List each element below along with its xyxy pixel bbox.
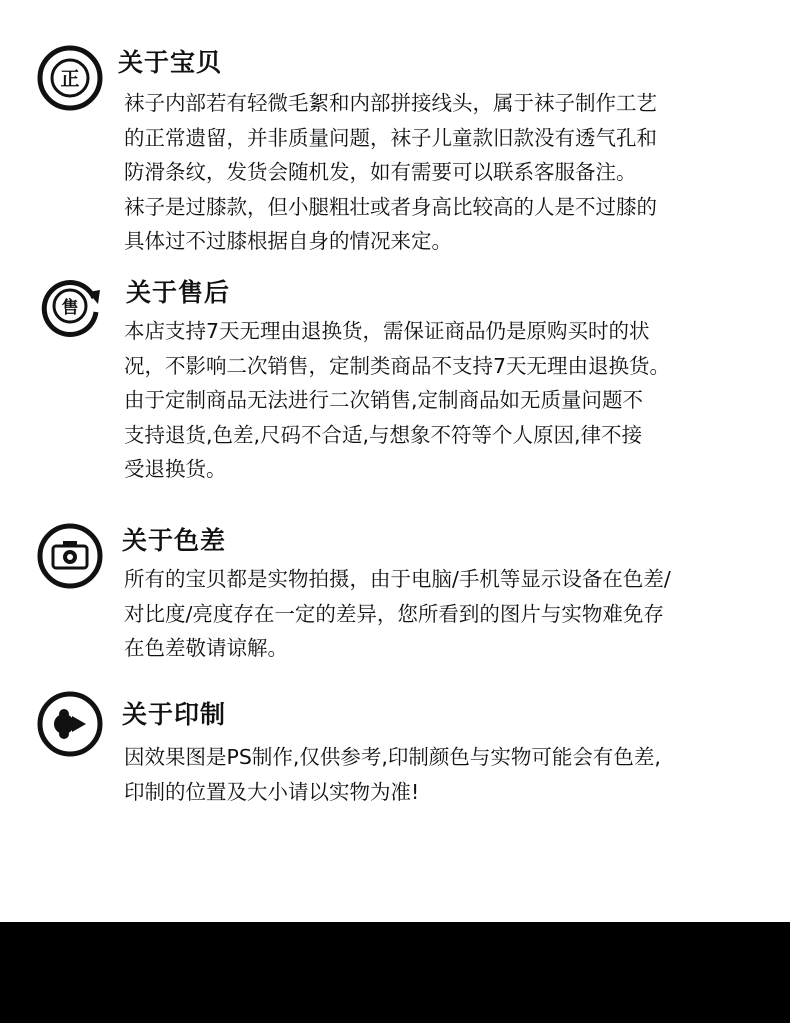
section-title-about-color: 关于色差	[122, 526, 227, 555]
body-line: 况，不影响二次销售，定制类商品不支持7天无理由退换货。	[124, 353, 671, 378]
section-about-color	[36, 520, 756, 670]
section-body-about-print	[124, 740, 734, 809]
body-line: 因效果图是PS制作,仅供参考,印制颜色与实物可能会有色差,	[124, 745, 661, 769]
body-line: 本店支持7天无理由退换货，需保证商品仍是原购买时的状	[124, 319, 650, 343]
camera-icon	[36, 522, 104, 590]
section-about-baby	[36, 40, 756, 260]
zheng-seal-icon	[36, 44, 104, 112]
section-title-about-baby: 关于宝贝	[118, 48, 223, 77]
body-line: 在色差敬请谅解。	[124, 636, 288, 660]
footer-bar	[0, 922, 790, 1023]
body-line: 由于定制商品无法进行二次销售,定制商品如无质量问题不	[124, 388, 644, 412]
body-line: 袜子内部若有轻微毛絮和内部拼接线头，属于袜子制作工艺	[124, 91, 657, 115]
body-line: 对比度/亮度存在一定的差异，您所看到的图片与实物难免存	[124, 601, 664, 626]
shou-cycle-icon	[36, 272, 104, 340]
section-body-about-color	[124, 562, 734, 666]
body-line: 的正常遗留，并非质量问题，袜子儿童款旧款没有透气孔和	[124, 125, 657, 150]
body-line: 具体过不过膝根据自身的情况来定。	[124, 229, 452, 253]
section-body-about-after-sales	[124, 314, 734, 487]
body-line: 所有的宝贝都是实物拍摄，由于电脑/手机等显示设备在色差/	[124, 567, 671, 591]
body-line: 受退换货。	[124, 457, 227, 481]
body-line: 防滑条纹，发货会随机发，如有需要可以联系客服备注。	[124, 160, 637, 184]
section-title-about-after-sales: 关于售后	[126, 278, 231, 307]
print-icon	[36, 690, 104, 758]
body-line: 支持退货,色差,尺码不合适,与想象不符等个人原因,律不接	[124, 422, 643, 447]
section-title-about-print: 关于印制	[122, 700, 227, 729]
section-about-print	[36, 690, 756, 810]
zheng-seal-glyph: 正	[60, 68, 80, 90]
shou-cycle-glyph: 售	[61, 298, 79, 318]
body-line: 袜子是过膝款，但小腿粗壮或者身高比较高的人是不过膝的	[124, 194, 657, 219]
section-body-about-baby	[124, 86, 734, 259]
body-line: 印制的位置及大小请以实物为准!	[124, 779, 420, 804]
section-about-after-sales	[36, 270, 756, 490]
